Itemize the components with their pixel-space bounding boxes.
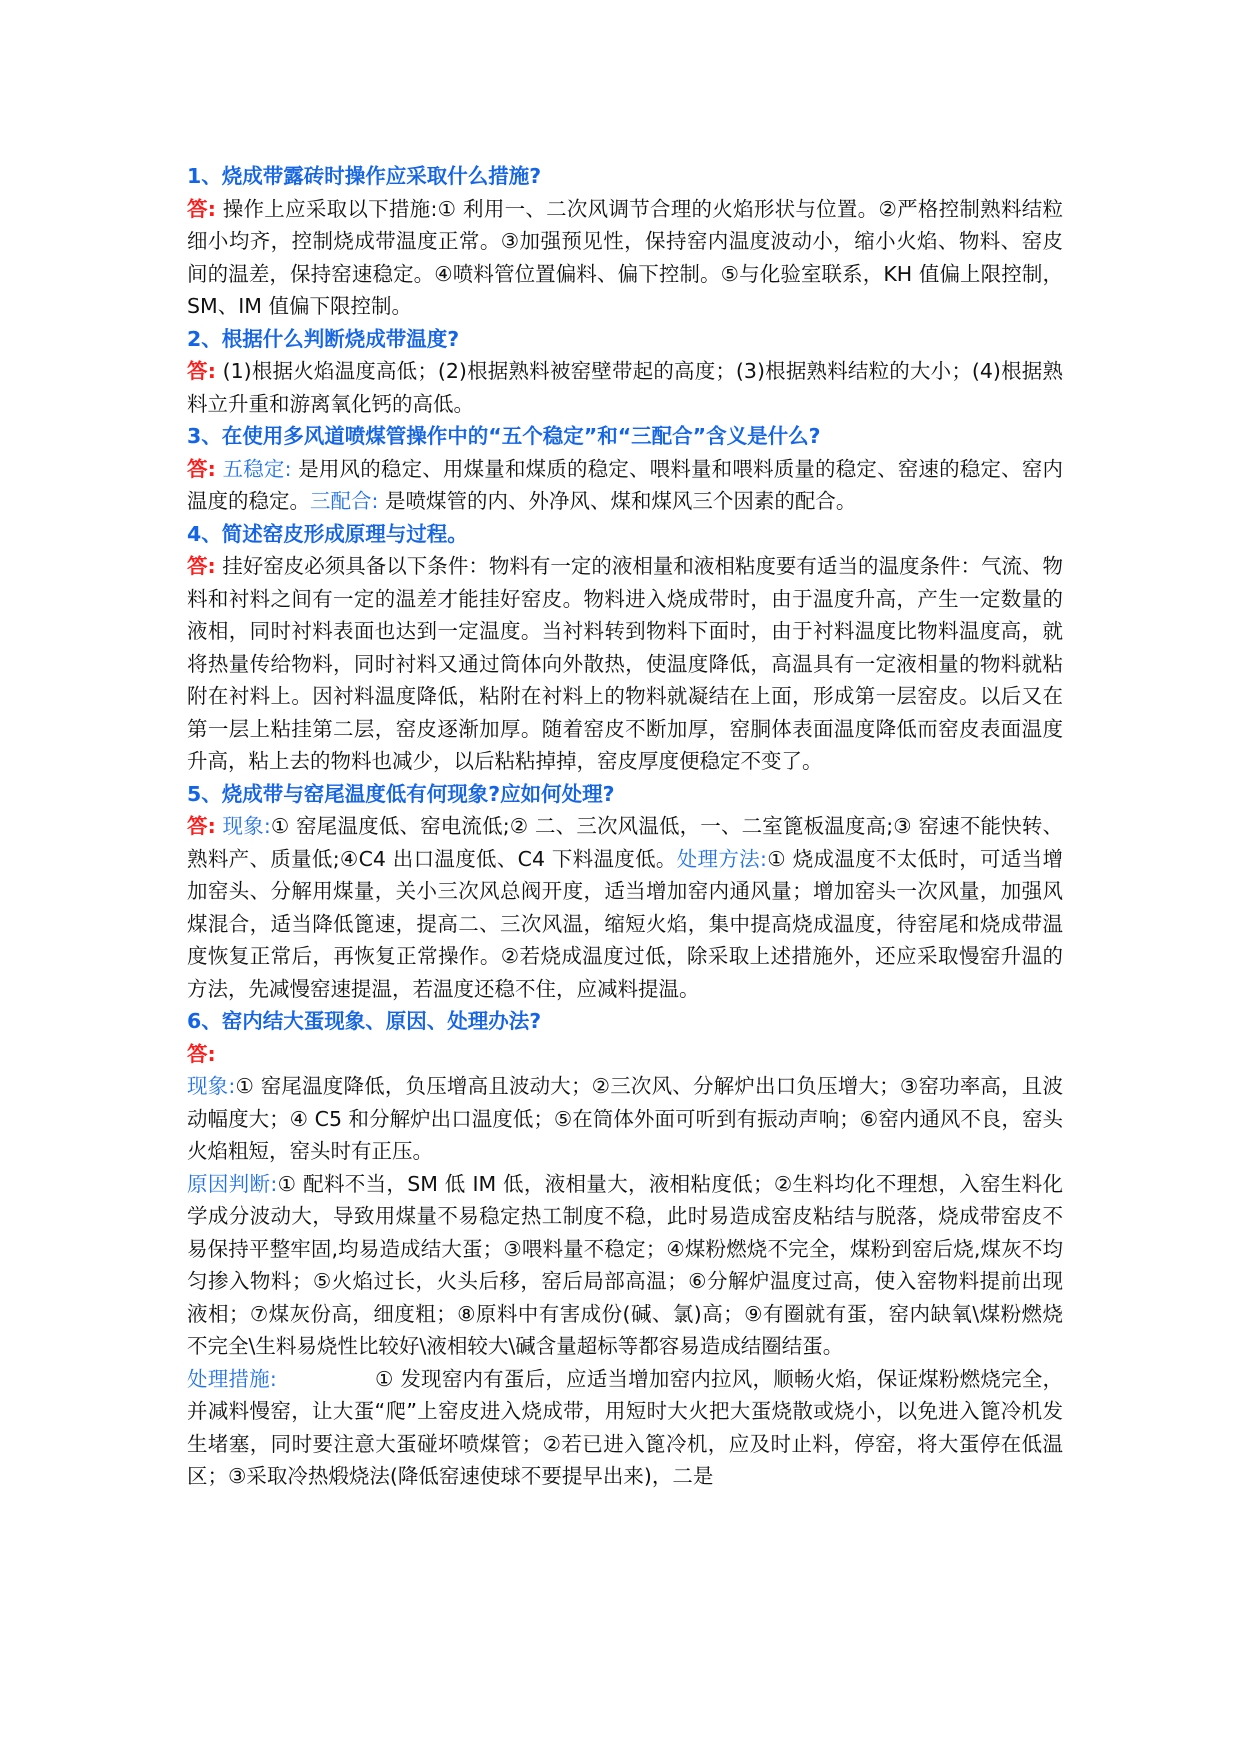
question-4-answer	[187, 550, 1063, 778]
answer-label: 答:	[187, 196, 216, 221]
phenomenon-label: 现象:	[215, 814, 271, 838]
question-2-title: 2、根据什么判断烧成带温度?	[187, 326, 460, 351]
question-1-answer	[187, 193, 1063, 323]
answer-label: 答:	[187, 359, 216, 383]
three-coordination-label: 三配合:	[310, 489, 379, 513]
document-body	[187, 160, 1063, 1493]
answer-label: 答:	[187, 1041, 216, 1066]
question-6-phenomenon	[187, 1070, 1063, 1168]
question-5-answer	[187, 810, 1063, 1005]
phenomenon-text: ① 窑尾温度低、窑电流低;② 二、三次风温低，一、二室篦板温度高;③ 窑速不能快转、熟料产、质量低;④C4 出口温度低、C4 下料温度低。	[187, 814, 1063, 871]
measures-text: ① 发现窑内有蛋后，应适当增加窑内拉风，顺畅火焰，保证煤粉燃烧完全，并减料慢窑，让大蛋“爬”上窑皮进入烧成带，用短时大火把大蛋烧散或烧小，以免进入篦冷机发生堵塞，同时要注意大蛋碰坏喷煤管；②若已进入篦冷机，应及时止料，停窑，将大蛋停在低温区；③采取冷热煅烧法(降低窑速使球不要提早出来)，二是	[187, 1366, 1063, 1488]
answer-text: 操作上应采取以下措施:① 利用一、二次风调节合理的火焰形状与位置。②严格控制熟料结粒细小均齐，控制烧成带温度正常。③加强预见性，保持窑内温度波动小，缩小火焰、物料、窑皮间的温差，保持窑速稳定。④喷料管位置偏料、偏下控制。⑤与化验室联系，KH 值偏上限控制，SM、IM 值偏下限控制。	[187, 196, 1063, 318]
question-4-title: 4、简述窑皮形成原理与过程。	[187, 521, 468, 546]
treatment-label: 处理方法:	[676, 846, 767, 871]
phenomenon-text: ① 窑尾温度降低，负压增高且波动大；②三次风、分解炉出口负压增大；③窑功率高，且波动幅度大；④ C5 和分解炉出口温度低；⑤在筒体外面可听到有振动声响；⑥窑内通风不良，窑头火焰粗短，窑头时有正压。	[187, 1074, 1063, 1163]
cause-text: ① 配料不当，SM 低 IM 低，液相量大，液相粘度低；②生料均化不理想，入窑生料化学成分波动大，导致用煤量不易稳定热工制度不稳，此时易造成窑皮粘结与脱落，烧成带窑皮不易保持平整牢固,均易造成结大蛋；③喂料量不稳定；④煤粉燃烧不完全，煤粉到窑后烧,煤灰不均匀掺入物料；⑤火焰过长，火头后移，窑后局部高温；⑥分解炉温度过高，使入窑物料提前出现液相；⑦煤灰份高，细度粗；⑧原料中有害成份(碱、氯)高；⑨有圈就有蛋，窑内缺氧\煤粉燃烧不完全\生料易烧性比较好\液相较大\碱含量超标等都容易造成结圈结蛋。	[187, 1171, 1063, 1358]
answer-text: (1)根据火焰温度高低；(2)根据熟料被窑壁带起的高度；(3)根据熟料结粒的大小；(4)根据熟料立升重和游离氧化钙的高低。	[187, 359, 1063, 416]
question-5-title: 5、烧成带与窑尾温度低有何现象?应如何处理?	[187, 781, 615, 806]
measures-label: 处理措施:	[187, 1366, 277, 1391]
question-2-answer	[187, 355, 1063, 420]
question-1-title: 1、烧成带露砖时操作应采取什么措施?	[187, 164, 542, 188]
five-stable-label: 五稳定:	[215, 456, 292, 481]
answer-text: 挂好窑皮必须具备以下条件：物料有一定的液相量和液相粘度要有适当的温度条件：气流、物料和衬料之间有一定的温差才能挂好窑皮。物料进入烧成带时，由于温度升高，产生一定数量的液相，同时衬料表面也达到一定温度。当衬料转到物料下面时，由于衬料温度比物料温度高，就将热量传给物料，同时衬料又通过筒体向外散热，使温度降低，高温具有一定液相量的物料就粘附在衬料上。因衬料温度降低，粘附在衬料上的物料就凝结在上面，形成第一层窑皮。以后又在第一层上粘挂第二层，窑皮逐渐加厚。随着窑皮不断加厚，窑胴体表面温度降低而窑皮表面温度升高，粘上去的物料也减少，以后粘粘掉掉，窑皮厚度便稳定不变了。	[187, 554, 1064, 773]
five-stable-text: 是用风的稳定、用煤量和煤质的稳定、喂料量和喂料质量的稳定、窑速的稳定、窑内温度的稳定。	[187, 456, 1063, 513]
answer-label: 答:	[187, 554, 216, 578]
question-3-answer	[187, 453, 1063, 518]
question-6-measures	[187, 1363, 1063, 1493]
question-6-cause	[187, 1168, 1063, 1363]
phenomenon-label: 现象:	[187, 1074, 236, 1098]
answer-label: 答:	[187, 456, 216, 481]
answer-label: 答:	[187, 814, 216, 838]
question-3-title: 3、在使用多风道喷煤管操作中的“五个稳定”和“三配合”含义是什么?	[187, 424, 821, 448]
three-coordination-text: 是喷煤管的内、外净风、煤和煤风三个因素的配合。	[378, 489, 857, 513]
cause-label: 原因判断:	[187, 1171, 278, 1196]
treatment-text: ① 烧成温度不太低时，可适当增加窑头、分解用煤量，关小三次风总阀开度，适当增加窑内通风量；增加窑头一次风量，加强风煤混合，适当降低篦速，提高二、三次风温，缩短火焰，集中提高烧成温度，待窑尾和烧成带温度恢复正常后，再恢复正常操作。②若烧成温度过低，除采取上述措施外，还应采取慢窑升温的方法，先减慢窑速提温，若温度还稳不住，应减料提温。	[187, 846, 1063, 1001]
question-6-title: 6、窑内结大蛋现象、原因、处理办法?	[187, 1009, 542, 1033]
